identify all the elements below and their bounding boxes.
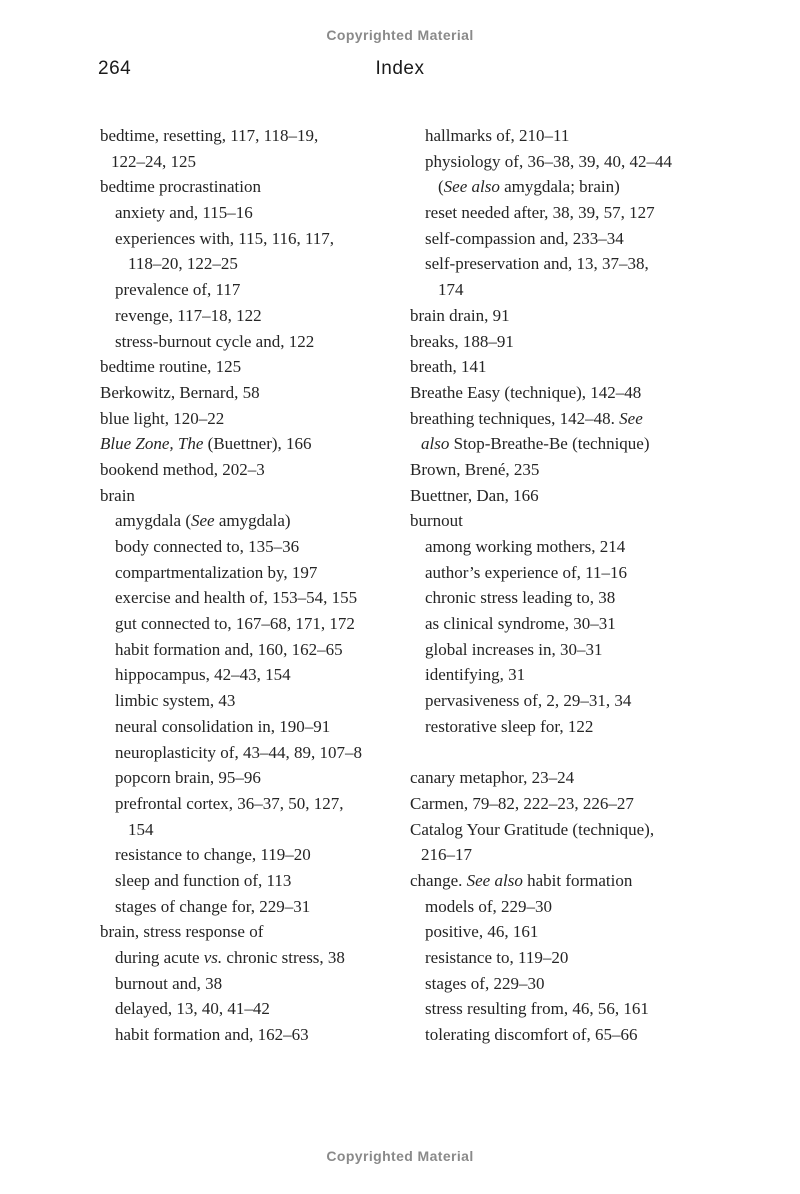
text-run: bedtime procrastination: [100, 177, 261, 197]
text-run: neuroplasticity of, 43–44, 89, 107–8: [115, 742, 362, 762]
text-run: self-preservation and, 13, 37–38,: [425, 254, 649, 274]
text-run: Buettner, Dan, 166: [410, 485, 539, 505]
index-line: [410, 637, 730, 663]
index-line: [100, 277, 420, 303]
index-line: [100, 868, 420, 894]
index-line: [410, 226, 730, 252]
index-line: [100, 1022, 420, 1048]
text-run: See also: [443, 177, 500, 197]
text-run: habit formation and, 160, 162–65: [115, 639, 343, 659]
text-run: blue light, 120–22: [100, 408, 225, 428]
text-run: hippocampus, 42–43, 154: [115, 665, 291, 685]
text-run: brain: [100, 485, 135, 505]
text-run: (: [438, 177, 444, 197]
index-line: [410, 868, 730, 894]
text-run: canary metaphor, 23–24: [410, 768, 575, 788]
index-line: [100, 200, 420, 226]
index-line: [100, 303, 420, 329]
index-column-right: [410, 123, 730, 1048]
text-run: limbic system, 43: [115, 691, 236, 711]
text-run: 118–20, 122–25: [128, 254, 238, 274]
text-run: resistance to change, 119–20: [115, 845, 311, 865]
text-run: sleep and function of, 113: [115, 870, 292, 890]
text-run: amygdala): [214, 511, 291, 531]
index-line: [100, 611, 420, 637]
text-run: self-compassion and, 233–34: [425, 228, 624, 248]
text-run: Blue Zone, The: [100, 434, 204, 454]
index-line: [410, 817, 730, 843]
text-run: chronic stress, 38: [222, 948, 345, 967]
copyright-notice-bottom: Copyrighted Material: [326, 1148, 474, 1164]
text-run: stress resulting from, 46, 56, 161: [425, 999, 649, 1019]
text-run: Carmen, 79–82, 222–23, 226–27: [410, 793, 634, 813]
index-line: [100, 714, 420, 740]
text-run: global increases in, 30–31: [425, 639, 603, 659]
text-run: bookend method, 202–3: [100, 459, 265, 479]
text-run: prevalence of, 117: [115, 280, 241, 300]
index-line: [100, 842, 420, 868]
page-number: 264: [98, 58, 132, 79]
index-line: [100, 226, 420, 252]
index-line: [410, 662, 730, 688]
text-run: prefrontal cortex, 36–37, 50, 127,: [115, 793, 344, 813]
text-run: among working mothers, 214: [425, 537, 626, 556]
text-run: restorative sleep for, 122: [425, 716, 594, 736]
index-line: [410, 406, 730, 432]
text-run: habit formation and, 162–63: [115, 1025, 309, 1045]
index-line: [410, 149, 730, 175]
index-blank-line: [410, 740, 730, 766]
index-line: [410, 560, 730, 586]
index-line: [100, 483, 420, 509]
index-line: [410, 380, 730, 406]
text-run: stages of change for, 229–31: [115, 896, 311, 916]
text-run: Stop-Breathe-Be (technique): [449, 434, 650, 454]
text-run: hallmarks of, 210–11: [425, 126, 570, 145]
index-line: [100, 457, 420, 483]
index-line: [100, 688, 420, 714]
index-line: [410, 1022, 730, 1048]
text-run: breaks, 188–91: [410, 331, 514, 351]
index-line: [410, 457, 730, 483]
text-run: as clinical syndrome, 30–31: [425, 614, 616, 634]
text-run: See: [619, 408, 643, 428]
index-line: [100, 791, 420, 817]
text-run: stages of, 229–30: [425, 973, 545, 993]
index-line: [410, 971, 730, 997]
text-run: vs.: [203, 948, 223, 967]
text-run: physiology of, 36–38, 39, 40, 42–44: [425, 151, 672, 171]
index-line: [410, 431, 730, 457]
index-line: [100, 508, 420, 534]
text-run: Brown, Brené, 235: [410, 459, 540, 479]
text-run: reset needed after, 38, 39, 57, 127: [425, 203, 655, 223]
text-run: bedtime, resetting, 117, 118–19,: [100, 126, 319, 145]
index-line: [410, 251, 730, 277]
index-line: [100, 354, 420, 380]
text-run: compartmentalization by, 197: [115, 562, 318, 582]
text-run: bedtime routine, 125: [100, 357, 242, 377]
text-run: breathing techniques, 142–48.: [410, 408, 620, 428]
text-run: experiences with, 115, 116, 117,: [115, 228, 335, 248]
index-line: [410, 483, 730, 509]
index-line: [100, 251, 420, 277]
index-line: [100, 534, 420, 560]
text-run: change.: [410, 870, 467, 890]
text-run: identifying, 31: [425, 665, 526, 685]
text-run: See also: [466, 870, 523, 890]
index-line: [100, 662, 420, 688]
text-run: popcorn brain, 95–96: [115, 768, 261, 788]
index-line: [410, 200, 730, 226]
text-run: delayed, 13, 40, 41–42: [115, 999, 270, 1019]
text-run: resistance to, 119–20: [425, 948, 569, 967]
index-line: [410, 585, 730, 611]
text-run: 122–24, 125: [111, 151, 196, 171]
index-line: [410, 123, 730, 149]
text-run: Catalog Your Gratitude (technique),: [410, 819, 655, 839]
index-line: [100, 765, 420, 791]
text-run: models of, 229–30: [425, 896, 553, 916]
index-line: [410, 174, 730, 200]
text-run: body connected to, 135–36: [115, 537, 300, 556]
index-line: [410, 303, 730, 329]
index-line: [410, 842, 730, 868]
index-line: [100, 996, 420, 1022]
index-line: [100, 329, 420, 355]
index-line: [100, 123, 420, 149]
index-line: [100, 560, 420, 586]
text-run: See: [191, 511, 215, 531]
index-column-left: [100, 123, 420, 1048]
index-line: [100, 971, 420, 997]
text-run: breath, 141: [410, 357, 487, 377]
text-run: neural consolidation in, 190–91: [115, 716, 331, 736]
index-line: [410, 996, 730, 1022]
text-run: 174: [438, 280, 464, 300]
text-run: during acute: [115, 948, 204, 967]
index-line: [410, 945, 730, 971]
text-run: 216–17: [421, 845, 472, 865]
index-line: [410, 611, 730, 637]
index-line: [100, 431, 420, 457]
index-line: [100, 585, 420, 611]
index-line: [100, 406, 420, 432]
index-line: [100, 380, 420, 406]
text-run: positive, 46, 161: [425, 922, 539, 942]
text-run: pervasiveness of, 2, 29–31, 34: [425, 691, 632, 711]
index-line: [410, 508, 730, 534]
text-run: Berkowitz, Bernard, 58: [100, 382, 260, 402]
text-run: tolerating discomfort of, 65–66: [425, 1025, 638, 1045]
text-run: anxiety and, 115–16: [115, 203, 253, 223]
copyright-notice-top: Copyrighted Material: [326, 27, 474, 43]
text-run: habit formation: [522, 870, 633, 890]
index-line: [410, 765, 730, 791]
text-run: author’s experience of, 11–16: [425, 562, 628, 582]
index-line: [100, 174, 420, 200]
index-line: [410, 354, 730, 380]
text-run: gut connected to, 167–68, 171, 172: [115, 614, 355, 634]
text-run: (Buettner), 166: [203, 434, 312, 454]
index-line: [410, 688, 730, 714]
text-run: chronic stress leading to, 38: [425, 588, 616, 608]
index-line: [100, 740, 420, 766]
index-line: [410, 277, 730, 303]
text-run: revenge, 117–18, 122: [115, 305, 262, 325]
index-line: [410, 919, 730, 945]
index-line: [100, 637, 420, 663]
text-run: stress-burnout cycle and, 122: [115, 331, 315, 351]
text-run: 154: [128, 819, 154, 839]
text-run: burnout: [410, 511, 463, 531]
index-line: [410, 714, 730, 740]
index-line: [100, 149, 420, 175]
index-line: [410, 894, 730, 920]
text-run: exercise and health of, 153–54, 155: [115, 588, 358, 608]
text-run: amygdala; brain): [499, 177, 620, 197]
text-run: also: [421, 434, 450, 454]
index-line: [100, 919, 420, 945]
text-run: burnout and, 38: [115, 973, 223, 993]
index-line: [100, 945, 420, 971]
index-line: [410, 534, 730, 560]
text-run: brain, stress response of: [100, 922, 264, 942]
text-run: brain drain, 91: [410, 305, 510, 325]
text-run: Breathe Easy (technique), 142–48: [410, 382, 642, 402]
index-line: [100, 894, 420, 920]
text-run: amygdala (: [115, 511, 191, 531]
index-line: [410, 329, 730, 355]
page-title: Index: [375, 58, 425, 79]
index-line: [100, 817, 420, 843]
index-line: [410, 791, 730, 817]
